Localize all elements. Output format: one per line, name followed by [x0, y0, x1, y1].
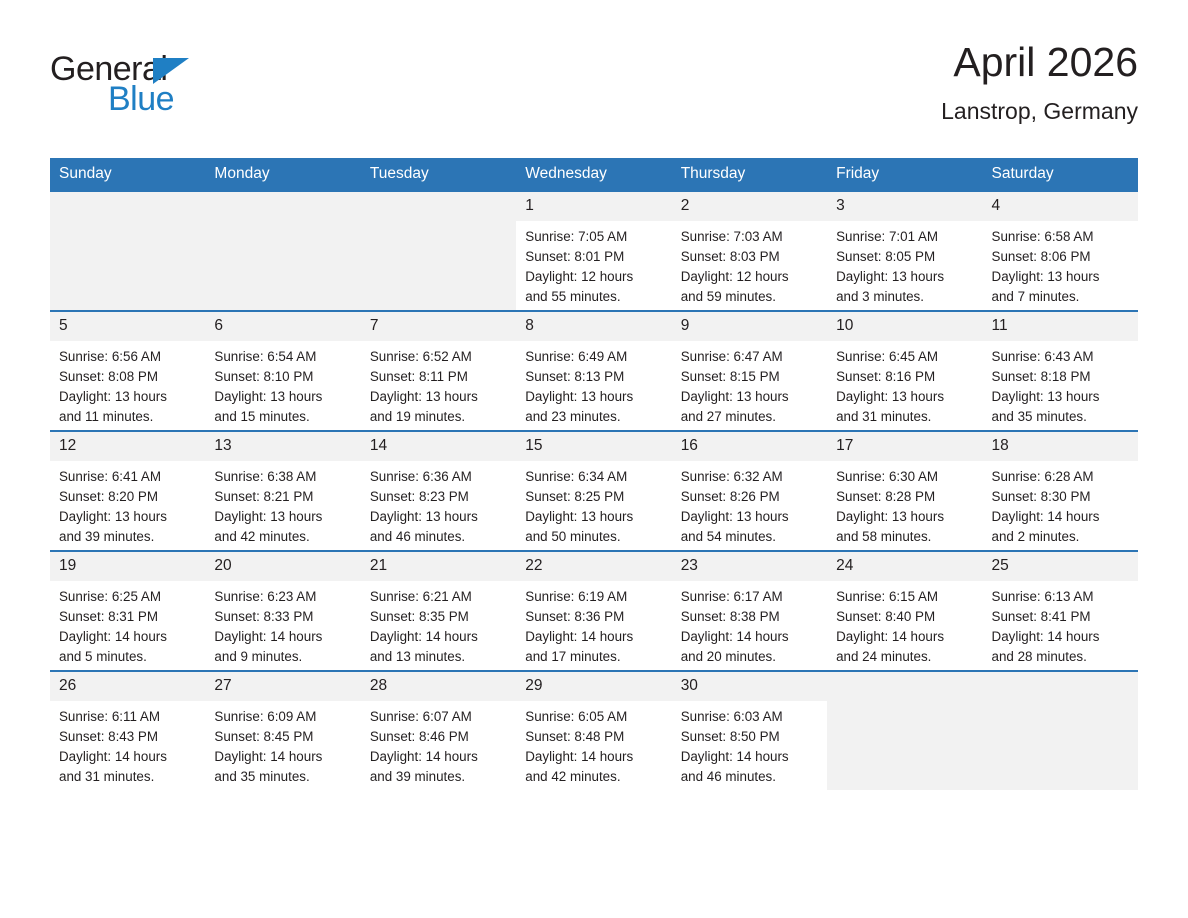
calendar-cell-empty-spacer	[983, 672, 1138, 701]
page-header	[50, 40, 1138, 140]
day-daylight-text: Daylight: 13 hours	[836, 269, 945, 284]
day-sunset-text: Sunset: 8:26 PM	[680, 489, 780, 504]
calendar-day-number: 20	[205, 552, 360, 581]
page-title: April 2026	[953, 39, 1138, 85]
calendar-day-details	[205, 701, 360, 787]
calendar-day-details	[516, 341, 671, 427]
calendar-day-number: 9	[672, 312, 827, 341]
calendar-day-details	[361, 701, 516, 787]
day-daylight-text: Daylight: 13 hours	[680, 509, 789, 524]
day-sunset-text: Sunset: 8:40 PM	[836, 609, 936, 624]
day-sunset-text: Sunset: 8:48 PM	[525, 729, 625, 744]
day-daylight-text: and 17 minutes.	[525, 649, 621, 664]
day-sunset-text: Sunset: 8:35 PM	[369, 609, 469, 624]
calendar-week-row	[50, 671, 1138, 790]
calendar-day-details	[205, 341, 360, 427]
calendar-day-details	[672, 581, 827, 667]
calendar-day-number: 10	[827, 312, 982, 341]
day-daylight-text: and 15 minutes.	[214, 409, 310, 424]
day-sunset-text: Sunset: 8:25 PM	[525, 489, 625, 504]
calendar-day-details	[50, 461, 205, 547]
calendar-day-cell[interactable]	[361, 311, 516, 431]
day-daylight-text: and 24 minutes.	[836, 649, 932, 664]
day-sunset-text: Sunset: 8:28 PM	[836, 489, 936, 504]
day-daylight-text: and 50 minutes.	[525, 529, 621, 544]
weekday-header-saturday: Saturday	[983, 158, 1138, 191]
calendar-day-number: 1	[516, 192, 671, 221]
calendar-day-cell[interactable]	[827, 311, 982, 431]
day-sunset-text: Sunset: 8:33 PM	[214, 609, 314, 624]
day-sunrise-text: Sunrise: 6:23 AM	[214, 589, 317, 604]
day-sunset-text: Sunset: 8:23 PM	[369, 489, 469, 504]
calendar-day-cell[interactable]	[516, 191, 671, 311]
calendar-day-number: 23	[672, 552, 827, 581]
calendar-cell-empty	[827, 671, 982, 790]
calendar-day-cell[interactable]	[205, 551, 360, 671]
day-daylight-text: Daylight: 13 hours	[369, 509, 478, 524]
calendar-day-cell[interactable]	[827, 191, 982, 311]
day-daylight-text: and 39 minutes.	[369, 769, 466, 784]
day-sunset-text: Sunset: 8:41 PM	[991, 609, 1091, 624]
calendar-cell-empty	[205, 191, 360, 311]
calendar-day-number: 16	[672, 432, 827, 461]
calendar-day-number: 6	[205, 312, 360, 341]
calendar-day-details	[516, 461, 671, 547]
day-daylight-text: and 42 minutes.	[214, 529, 310, 544]
day-sunrise-text: Sunrise: 6:36 AM	[369, 469, 472, 484]
day-daylight-text: and 35 minutes.	[991, 409, 1087, 424]
calendar-day-details	[516, 581, 671, 667]
day-daylight-text: and 54 minutes.	[680, 529, 776, 544]
calendar-day-cell[interactable]	[672, 191, 827, 311]
calendar-day-cell[interactable]	[205, 431, 360, 551]
day-sunset-text: Sunset: 8:03 PM	[680, 249, 780, 264]
day-sunrise-text: Sunrise: 6:52 AM	[369, 349, 472, 364]
day-daylight-text: Daylight: 13 hours	[369, 389, 478, 404]
day-daylight-text: and 9 minutes.	[214, 649, 303, 664]
calendar-day-cell[interactable]	[827, 431, 982, 551]
calendar-day-cell[interactable]	[361, 551, 516, 671]
calendar-day-details	[672, 221, 827, 307]
calendar-day-cell[interactable]	[50, 671, 205, 790]
calendar-cell-empty-spacer	[827, 672, 982, 701]
day-daylight-text: Daylight: 14 hours	[680, 749, 789, 764]
day-sunset-text: Sunset: 8:38 PM	[680, 609, 780, 624]
day-sunset-text: Sunset: 8:08 PM	[59, 369, 158, 384]
day-daylight-text: Daylight: 14 hours	[214, 629, 323, 644]
calendar-day-details	[672, 461, 827, 547]
calendar-day-number: 2	[672, 192, 827, 221]
day-daylight-text: and 46 minutes.	[680, 769, 776, 784]
day-daylight-text: Daylight: 14 hours	[525, 749, 634, 764]
calendar-cell-empty	[50, 191, 205, 311]
calendar-day-cell[interactable]	[827, 551, 982, 671]
day-sunset-text: Sunset: 8:43 PM	[59, 729, 158, 744]
day-daylight-text: and 20 minutes.	[680, 649, 776, 664]
day-sunrise-text: Sunrise: 6:05 AM	[525, 709, 628, 724]
calendar-day-number: 11	[983, 312, 1138, 341]
day-daylight-text: Daylight: 14 hours	[59, 749, 167, 764]
calendar-day-cell[interactable]	[672, 311, 827, 431]
day-sunset-text: Sunset: 8:21 PM	[214, 489, 314, 504]
day-daylight-text: and 2 minutes.	[991, 529, 1080, 544]
calendar-day-details	[983, 341, 1138, 427]
day-sunrise-text: Sunrise: 6:09 AM	[214, 709, 317, 724]
calendar-day-cell[interactable]	[205, 671, 360, 790]
day-sunrise-text: Sunrise: 6:30 AM	[836, 469, 939, 484]
day-daylight-text: Daylight: 13 hours	[525, 389, 634, 404]
day-daylight-text: Daylight: 14 hours	[369, 749, 478, 764]
day-daylight-text: Daylight: 14 hours	[991, 509, 1100, 524]
day-sunrise-text: Sunrise: 6:32 AM	[680, 469, 783, 484]
day-daylight-text: and 23 minutes.	[525, 409, 621, 424]
day-sunrise-text: Sunrise: 6:03 AM	[680, 709, 783, 724]
day-daylight-text: Daylight: 13 hours	[214, 389, 323, 404]
day-sunrise-text: Sunrise: 6:45 AM	[836, 349, 939, 364]
calendar-day-number: 30	[672, 672, 827, 701]
weekday-header-row	[50, 158, 1138, 191]
day-daylight-text: and 19 minutes.	[369, 409, 466, 424]
calendar-day-details	[983, 221, 1138, 307]
calendar-cell-empty	[983, 671, 1138, 790]
day-daylight-text: and 28 minutes.	[991, 649, 1087, 664]
calendar-body	[50, 191, 1138, 790]
calendar-day-cell[interactable]	[516, 311, 671, 431]
calendar-day-number: 4	[983, 192, 1138, 221]
weekday-header-thursday: Thursday	[672, 158, 827, 191]
calendar-day-cell[interactable]	[50, 431, 205, 551]
day-daylight-text: and 27 minutes.	[680, 409, 776, 424]
day-sunrise-text: Sunrise: 6:47 AM	[680, 349, 783, 364]
calendar-day-number: 21	[361, 552, 516, 581]
day-sunrise-text: Sunrise: 6:19 AM	[525, 589, 628, 604]
day-daylight-text: Daylight: 13 hours	[214, 509, 323, 524]
calendar-day-details	[50, 341, 205, 427]
day-daylight-text: Daylight: 12 hours	[680, 269, 789, 284]
day-daylight-text: Daylight: 14 hours	[680, 629, 789, 644]
calendar-day-number: 3	[827, 192, 982, 221]
calendar-week-row	[50, 551, 1138, 671]
day-sunset-text: Sunset: 8:45 PM	[214, 729, 314, 744]
logo-text-blue: Blue	[108, 80, 175, 118]
calendar-day-number: 26	[50, 672, 205, 701]
day-sunrise-text: Sunrise: 6:13 AM	[991, 589, 1094, 604]
title-block	[941, 40, 1138, 124]
day-sunrise-text: Sunrise: 6:54 AM	[214, 349, 317, 364]
calendar-day-cell[interactable]	[516, 431, 671, 551]
calendar-day-cell[interactable]	[50, 551, 205, 671]
day-sunrise-text: Sunrise: 7:05 AM	[525, 229, 628, 244]
calendar-day-details	[827, 341, 982, 427]
day-daylight-text: Daylight: 13 hours	[59, 509, 167, 524]
weekday-header-sunday: Sunday	[50, 158, 205, 191]
calendar-day-number: 19	[50, 552, 205, 581]
calendar-day-details	[672, 701, 827, 787]
day-sunset-text: Sunset: 8:46 PM	[369, 729, 469, 744]
day-sunrise-text: Sunrise: 6:58 AM	[991, 229, 1094, 244]
day-daylight-text: Daylight: 14 hours	[991, 629, 1100, 644]
day-sunset-text: Sunset: 8:01 PM	[525, 249, 625, 264]
day-sunset-text: Sunset: 8:31 PM	[59, 609, 158, 624]
calendar-day-cell[interactable]	[516, 551, 671, 671]
calendar-cell-empty-spacer	[205, 192, 360, 221]
day-daylight-text: and 35 minutes.	[214, 769, 310, 784]
day-sunrise-text: Sunrise: 6:49 AM	[525, 349, 628, 364]
day-daylight-text: and 5 minutes.	[59, 649, 147, 664]
day-sunset-text: Sunset: 8:06 PM	[991, 249, 1091, 264]
calendar-day-number: 28	[361, 672, 516, 701]
calendar-week-row	[50, 191, 1138, 311]
day-daylight-text: and 7 minutes.	[991, 289, 1080, 304]
day-sunset-text: Sunset: 8:05 PM	[836, 249, 936, 264]
calendar-day-details	[361, 581, 516, 667]
calendar-day-details	[361, 461, 516, 547]
calendar-table	[50, 158, 1138, 790]
day-sunrise-text: Sunrise: 6:38 AM	[214, 469, 317, 484]
calendar-day-details	[516, 221, 671, 307]
day-daylight-text: Daylight: 13 hours	[991, 389, 1100, 404]
day-daylight-text: Daylight: 13 hours	[59, 389, 167, 404]
calendar-day-details	[361, 341, 516, 427]
calendar-day-number: 18	[983, 432, 1138, 461]
calendar-day-number: 15	[516, 432, 671, 461]
calendar-day-number: 25	[983, 552, 1138, 581]
logo-general-blue	[50, 52, 230, 116]
calendar-day-number: 7	[361, 312, 516, 341]
day-daylight-text: Daylight: 14 hours	[59, 629, 167, 644]
day-daylight-text: Daylight: 14 hours	[836, 629, 945, 644]
calendar-day-number: 8	[516, 312, 671, 341]
day-daylight-text: Daylight: 14 hours	[525, 629, 634, 644]
day-sunrise-text: Sunrise: 6:15 AM	[836, 589, 939, 604]
calendar-day-details	[827, 461, 982, 547]
day-sunset-text: Sunset: 8:18 PM	[991, 369, 1091, 384]
calendar-day-cell[interactable]	[983, 311, 1138, 431]
calendar-day-details	[827, 221, 982, 307]
day-daylight-text: Daylight: 13 hours	[836, 509, 945, 524]
day-daylight-text: and 39 minutes.	[59, 529, 155, 544]
calendar-day-cell[interactable]	[516, 671, 671, 790]
day-sunset-text: Sunset: 8:16 PM	[836, 369, 936, 384]
day-daylight-text: Daylight: 13 hours	[680, 389, 789, 404]
calendar-day-cell[interactable]	[983, 191, 1138, 311]
day-sunset-text: Sunset: 8:50 PM	[680, 729, 780, 744]
calendar-day-number: 13	[205, 432, 360, 461]
calendar-day-number: 27	[205, 672, 360, 701]
calendar-week-row	[50, 311, 1138, 431]
calendar-day-number: 12	[50, 432, 205, 461]
day-sunrise-text: Sunrise: 6:07 AM	[369, 709, 472, 724]
day-daylight-text: and 58 minutes.	[836, 529, 932, 544]
day-sunset-text: Sunset: 8:11 PM	[369, 369, 468, 384]
day-daylight-text: and 59 minutes.	[680, 289, 776, 304]
calendar-day-details	[672, 341, 827, 427]
day-sunrise-text: Sunrise: 6:28 AM	[991, 469, 1094, 484]
day-daylight-text: and 11 minutes.	[59, 409, 154, 424]
calendar-cell-empty-spacer	[50, 192, 205, 221]
day-daylight-text: Daylight: 13 hours	[525, 509, 634, 524]
day-daylight-text: and 46 minutes.	[369, 529, 466, 544]
day-sunset-text: Sunset: 8:30 PM	[991, 489, 1091, 504]
weekday-header-monday: Monday	[205, 158, 360, 191]
calendar-day-details	[50, 701, 205, 787]
day-daylight-text: and 42 minutes.	[525, 769, 621, 784]
logo-triangle-icon	[153, 58, 189, 84]
day-sunrise-text: Sunrise: 6:25 AM	[59, 589, 161, 604]
calendar-day-details	[205, 461, 360, 547]
calendar-day-cell[interactable]	[361, 431, 516, 551]
weekday-header-wednesday: Wednesday	[516, 158, 671, 191]
calendar-day-cell[interactable]	[50, 311, 205, 431]
calendar-day-cell[interactable]	[672, 431, 827, 551]
day-sunset-text: Sunset: 8:13 PM	[525, 369, 625, 384]
day-sunrise-text: Sunrise: 6:11 AM	[59, 709, 160, 724]
calendar-cell-empty	[361, 191, 516, 311]
day-daylight-text: and 31 minutes.	[59, 769, 155, 784]
day-sunrise-text: Sunrise: 6:41 AM	[59, 469, 161, 484]
calendar-day-cell[interactable]	[983, 431, 1138, 551]
day-daylight-text: and 13 minutes.	[369, 649, 466, 664]
day-sunrise-text: Sunrise: 6:17 AM	[680, 589, 783, 604]
day-daylight-text: and 55 minutes.	[525, 289, 621, 304]
day-daylight-text: and 3 minutes.	[836, 289, 924, 304]
calendar-day-cell[interactable]	[205, 311, 360, 431]
day-sunrise-text: Sunrise: 7:01 AM	[836, 229, 939, 244]
calendar-day-details	[983, 581, 1138, 667]
calendar-day-number: 29	[516, 672, 671, 701]
day-daylight-text: Daylight: 14 hours	[369, 629, 478, 644]
weekday-header-friday: Friday	[827, 158, 982, 191]
calendar-day-cell[interactable]	[672, 551, 827, 671]
page-subtitle-location: Lanstrop, Germany	[941, 98, 1138, 125]
calendar-day-details	[205, 581, 360, 667]
day-sunset-text: Sunset: 8:10 PM	[214, 369, 314, 384]
calendar-day-details	[983, 461, 1138, 547]
calendar-day-number: 22	[516, 552, 671, 581]
calendar-day-number: 14	[361, 432, 516, 461]
calendar-day-cell[interactable]	[672, 671, 827, 790]
day-sunrise-text: Sunrise: 6:34 AM	[525, 469, 628, 484]
calendar-cell-empty-spacer	[361, 192, 516, 221]
calendar-day-number: 24	[827, 552, 982, 581]
calendar-day-number: 17	[827, 432, 982, 461]
day-daylight-text: Daylight: 14 hours	[214, 749, 323, 764]
calendar-day-cell[interactable]	[983, 551, 1138, 671]
calendar-day-cell[interactable]	[361, 671, 516, 790]
day-daylight-text: and 31 minutes.	[836, 409, 932, 424]
day-sunset-text: Sunset: 8:20 PM	[59, 489, 158, 504]
day-sunrise-text: Sunrise: 6:21 AM	[369, 589, 472, 604]
logo-text-general: General	[50, 50, 168, 88]
calendar-day-details	[827, 581, 982, 667]
calendar-day-details	[516, 701, 671, 787]
weekday-header-tuesday: Tuesday	[361, 158, 516, 191]
calendar-week-row	[50, 431, 1138, 551]
day-sunset-text: Sunset: 8:36 PM	[525, 609, 625, 624]
day-sunrise-text: Sunrise: 6:43 AM	[991, 349, 1094, 364]
day-daylight-text: Daylight: 13 hours	[991, 269, 1100, 284]
calendar-day-details	[50, 581, 205, 667]
day-daylight-text: Daylight: 13 hours	[836, 389, 945, 404]
calendar-day-number: 5	[50, 312, 205, 341]
day-sunrise-text: Sunrise: 6:56 AM	[59, 349, 161, 364]
day-sunset-text: Sunset: 8:15 PM	[680, 369, 780, 384]
day-daylight-text: Daylight: 12 hours	[525, 269, 634, 284]
day-sunrise-text: Sunrise: 7:03 AM	[680, 229, 783, 244]
